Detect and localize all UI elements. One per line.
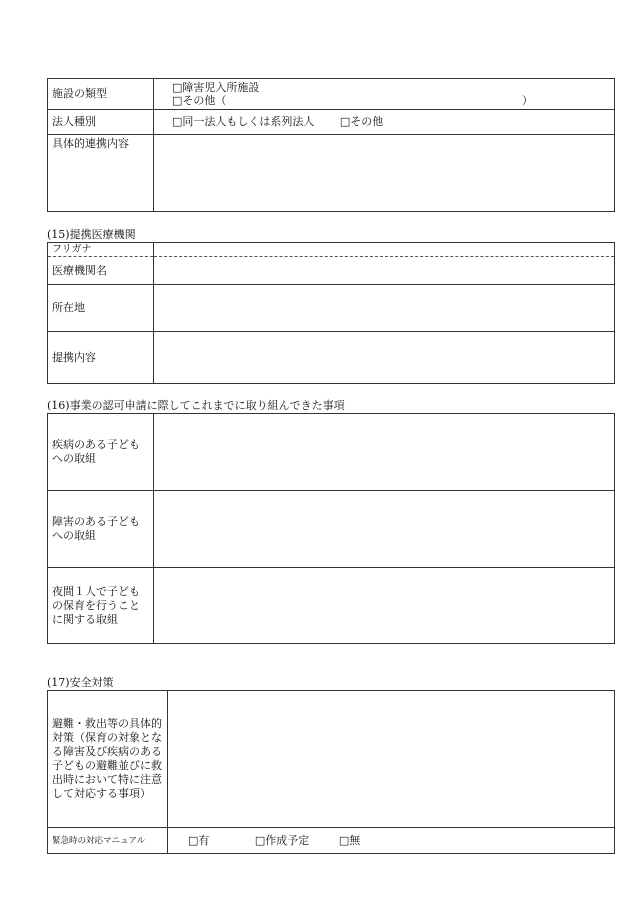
illness-effort-label: 疾病のある子どもへの取組 [48,414,154,491]
manual-options [168,828,615,854]
detail-label: 具体的連携内容 [48,135,154,212]
disability-effort-label: 障害のある子どもへの取組 [48,491,154,568]
furigana-label: フリガナ [48,243,154,257]
section-16-title: (16)事業の認可申請に際してこれまでに取り組んできた事項 [47,399,345,412]
manual-label: 緊急時の対応マニュアル [48,828,168,854]
content-label: 提携内容 [48,332,154,384]
section-17-title: (17)安全対策 [47,676,114,689]
address-label: 所在地 [48,285,154,332]
section-15-title: (15)提携医療機関 [47,228,136,241]
manual-checkbox-planned[interactable]: □作成予定 [254,833,310,847]
disability-effort-field[interactable] [154,491,615,568]
cooperation-table [47,78,615,212]
corp-type-options [154,110,615,135]
evacuation-label: 避難・救出等の具体的対策（保育の対象となる障害及び疾病のある子どもの避難並びに救出時において特に注意して対応する事項） [48,691,168,828]
facility-type-label: 施設の類型 [48,79,154,110]
night-care-effort-field[interactable] [154,568,615,644]
corp-type-label: 法人種別 [48,110,154,135]
address-field[interactable] [154,285,615,332]
content-field[interactable] [154,332,615,384]
detail-field[interactable] [154,135,615,212]
manual-checkbox-yes[interactable]: □有 [188,833,210,847]
medical-table [47,242,615,384]
evacuation-field[interactable] [168,691,615,828]
illness-effort-field[interactable] [154,414,615,491]
facility-type-checkbox-other[interactable]: □その他（ [172,94,227,107]
furigana-field[interactable] [154,243,615,257]
facility-type-options [154,79,615,110]
medical-name-field[interactable] [154,257,615,285]
night-care-effort-label: 夜間１人で子どもの保育を行うことに関する取組 [48,568,154,644]
facility-type-checkbox-disabled[interactable]: □障害児入所施設 [172,81,260,94]
corp-type-checkbox-other[interactable]: □その他 [339,115,384,128]
facility-type-other-close: ） [522,94,533,107]
corp-type-checkbox-same[interactable]: □同一法人もしくは系列法人 [172,115,315,128]
efforts-table [47,413,615,644]
safety-table [47,690,615,854]
manual-checkbox-no[interactable]: □無 [338,833,361,847]
medical-name-label: 医療機関名 [48,257,154,285]
